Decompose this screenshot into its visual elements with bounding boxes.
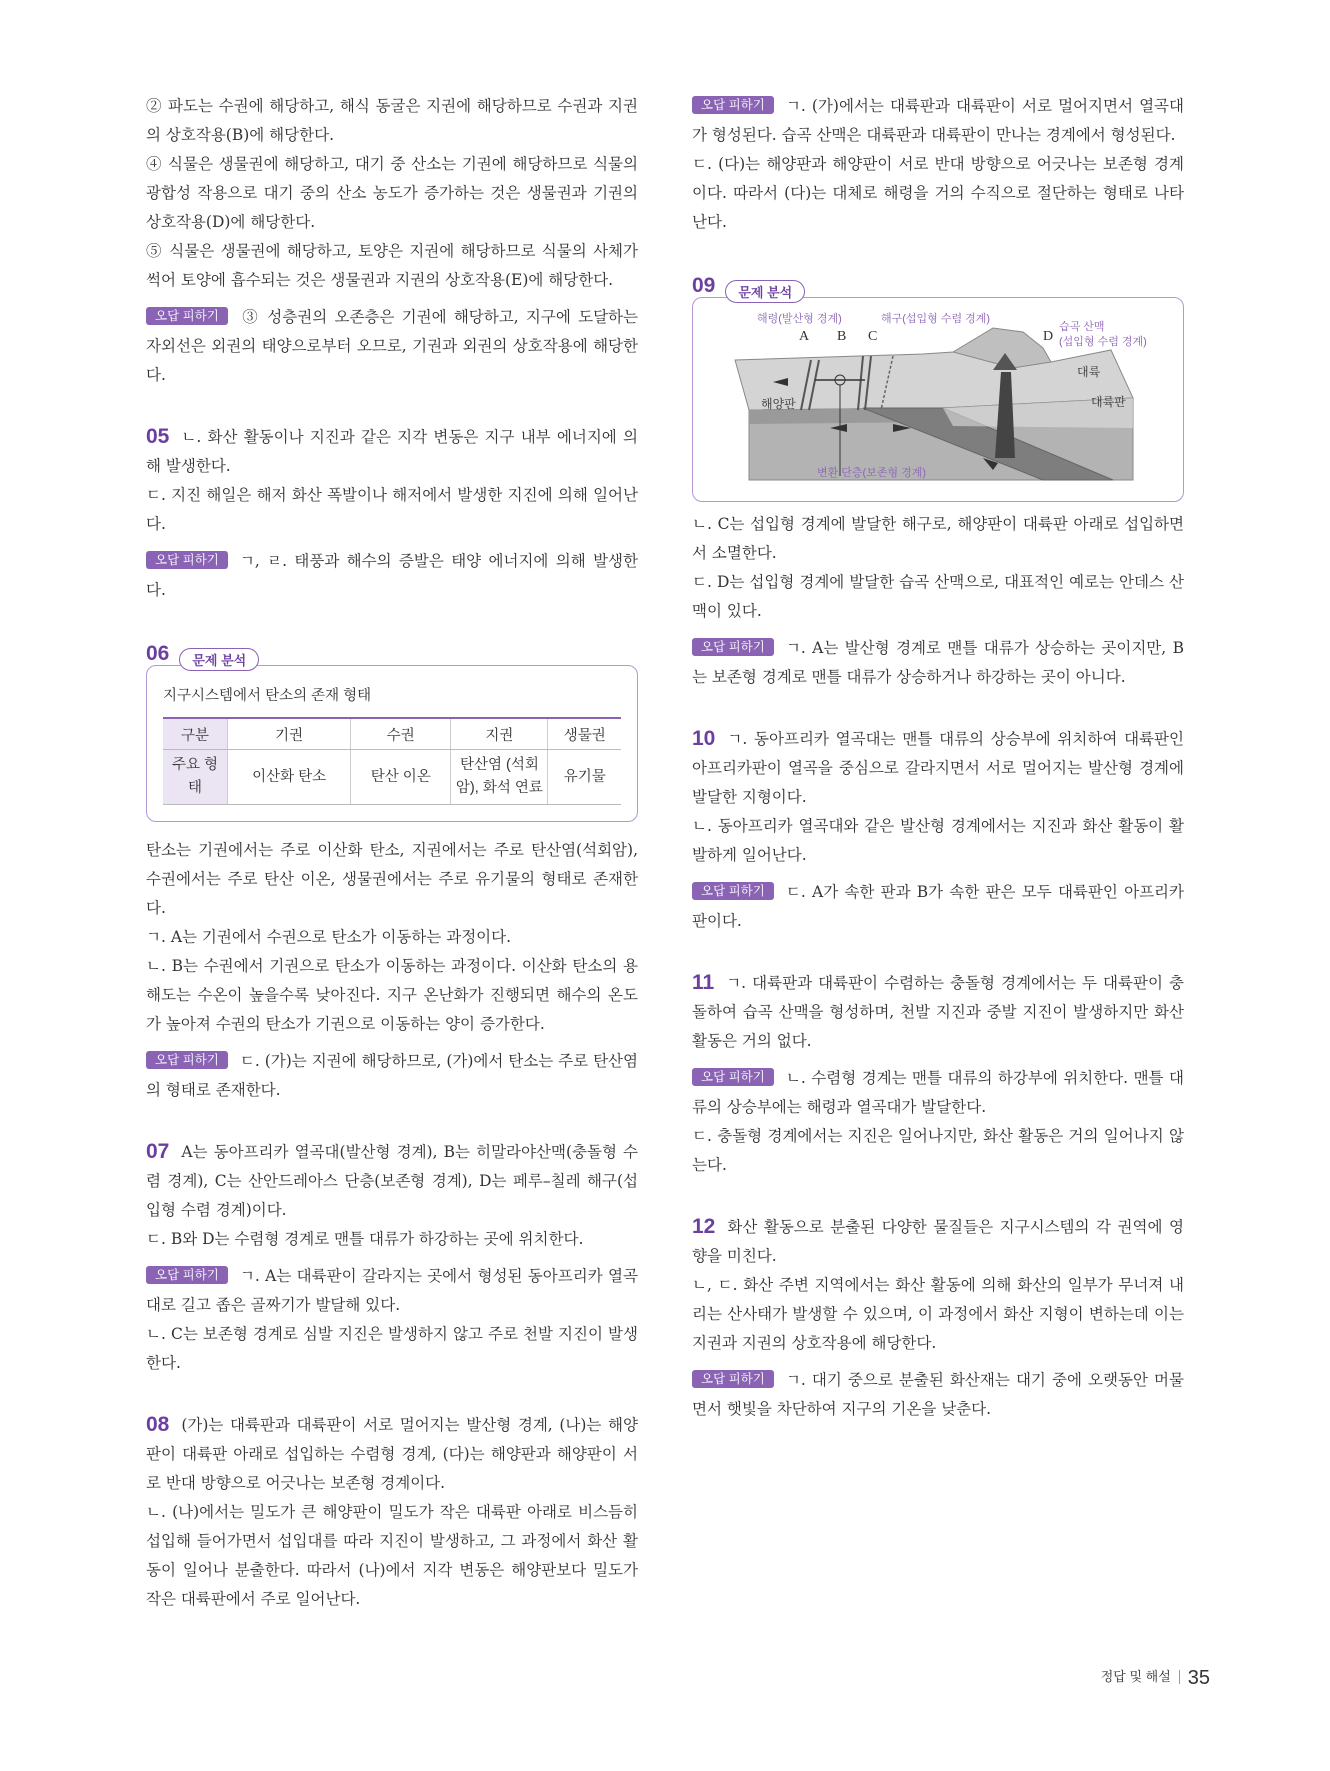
paragraph: ㄴ. C는 보존형 경계로 심발 지진은 발생하지 않고 주로 천발 지진이 발생한다. (146, 1325, 638, 1372)
label-trench: 해구(섭입형 수렴 경계) (881, 313, 991, 325)
avoid-error-tag: 오답 피하기 (146, 307, 228, 325)
page-footer (1101, 1666, 1210, 1690)
question-number: 10 (692, 727, 716, 750)
letter-a: A (799, 329, 810, 344)
paragraph: ㄷ. 충돌형 경계에서는 지진은 일어나지만, 화산 활동은 거의 일어나지 않는다. (692, 1127, 1184, 1174)
paragraph: 오답 피하기 ㄱ, ㄹ. 태풍과 해수의 증발은 태양 에너지에 의해 발생한다. (146, 552, 638, 599)
table-header: 수권 (351, 718, 451, 750)
question-number: 07 (146, 1140, 170, 1163)
label-transform: 변환 단층(보존형 경계) (817, 467, 927, 479)
label-continental-plate: 대륙판 (1091, 395, 1126, 409)
problem-analysis-box (146, 665, 638, 822)
carbon-table (163, 717, 621, 805)
label-ocean-plate: 해양판 (761, 397, 796, 411)
left-column (146, 92, 638, 1614)
label-mountain-boundary: (섭입형 수렴 경계) (1059, 336, 1147, 348)
paragraph: ㄷ. (다)는 해양판과 해양판이 서로 반대 방향으로 어긋나는 보존형 경계이다. 따라서 (다)는 대체로 해령을 거의 수직으로 절단하는 형태로 나타난다. (692, 155, 1184, 231)
paragraph: ④ 식물은 생물권에 해당하고, 대기 중 산소는 기권에 해당하므로 식물의 광합성 작용으로 대기 중의 산소 농도가 증가하는 것은 생물권과 기권의 상호작용(D)에 해당한다. (146, 155, 638, 231)
question-11: 11 ㄱ. 대륙판과 대륙판이 수렴하는 충돌형 경계에서는 두 대륙판이 충돌하여 습곡 산맥을 형성하며, 천발 지진과 중발 지진이 발생하지만 화산 활동은 거의 없다. (692, 971, 1184, 1050)
problem-analysis-label: 문제 분석 (725, 280, 805, 303)
footer-label: 정답 및 해설 (1100, 1669, 1171, 1684)
paragraph: ㄷ. 지진 해일은 해저 화산 폭발이나 해저에서 발생한 지진에 의해 일어난다. (146, 486, 638, 533)
paragraph: ㄴ. (나)에서는 밀도가 큰 해양판이 밀도가 작은 대륙판 아래로 비스듬히 섭입해 들어가면서 섭입대를 따라 지진이 발생하고, 그 과정에서 화산 활동이 일어나 분출한다. 따라서 (나)에서 지각 변동은 해양판보다 밀도가 작은 대륙판에서 주로 일어난다. (146, 1503, 638, 1608)
avoid-error-tag: 오답 피하기 (692, 1068, 774, 1086)
question-number: 12 (692, 1215, 716, 1238)
letter-c: C (868, 329, 878, 344)
avoid-error-tag: 오답 피하기 (692, 882, 774, 900)
paragraph: ㄴ. B는 수권에서 기권으로 탄소가 이동하는 과정이다. 이산화 탄소의 용해도는 수온이 높을수록 낮아진다. 지구 온난화가 진행되면 해수의 온도가 높아져 수권의 탄소가 기권으로 이동하는 양이 증가한다. (146, 957, 638, 1033)
paragraph: 오답 피하기 ㄱ. (가)에서는 대륙판과 대륙판이 서로 멀어지면서 열곡대가 형성된다. 습곡 산맥은 대륙판과 대륙판이 만나는 경계에서 형성된다. (692, 97, 1184, 144)
question-number: 08 (146, 1413, 170, 1436)
avoid-error-tag: 오답 피하기 (692, 638, 774, 656)
question-number: 05 (146, 425, 170, 448)
question-06-header (146, 637, 638, 668)
table-header: 지권 (451, 718, 548, 750)
table-header: 생물권 (548, 718, 621, 750)
letter-b: B (837, 329, 847, 344)
paragraph: ㄴ. C는 섭입형 경계에 발달한 해구로, 해양판이 대륙판 아래로 섭입하면서 소멸한다. (692, 515, 1184, 562)
paragraph: ② 파도는 수권에 해당하고, 해식 동굴은 지권에 해당하므로 수권과 지권의 상호작용(B)에 해당한다. (146, 97, 638, 144)
question-07: 07 A는 동아프리카 열곡대(발산형 경계), B는 히말라야산맥(충돌형 수렴 경계), C는 산안드레아스 단층(보존형 경계), D는 페루–칠레 해구(섭입형 수렴 경계)이다. (146, 1140, 638, 1219)
plate-diagram-svg (693, 298, 1182, 498)
paragraph: 오답 피하기 ㄱ. A는 대륙판이 갈라지는 곳에서 형성된 동아프리카 열곡대로 길고 좁은 골짜기가 발달해 있다. (146, 1267, 638, 1314)
table-header: 구분 (163, 718, 228, 750)
question-08: 08 (가)는 대륙판과 대륙판이 서로 멀어지는 발산형 경계, (나)는 해양판이 대륙판 아래로 섭입하는 수렴형 경계, (다)는 해양판과 해양판이 서로 반대 방향으로 어긋나는 보존형 경계이다. (146, 1413, 638, 1492)
paragraph: ㄷ. D는 섭입형 경계에 발달한 습곡 산맥으로, 대표적인 예로는 안데스 산맥이 있다. (692, 573, 1184, 620)
paragraph: ㄴ, ㄷ. 화산 주변 지역에서는 화산 활동에 의해 화산의 일부가 무너져 내리는 산사태가 발생할 수 있으며, 이 과정에서 화산 지형이 변하는데 이는 지권과 지권의 상호작용에 해당한다. (692, 1276, 1184, 1352)
question-10: 10 ㄱ. 동아프리카 열곡대는 맨틀 대류의 상승부에 위치하여 대륙판인 아프리카판이 열곡을 중심으로 갈라지면서 서로 멀어지는 발산형 경계에 발달한 지형이다. (692, 727, 1184, 806)
problem-analysis-label: 문제 분석 (179, 648, 259, 671)
table-cell: 탄산염 (석회암), 화석 연료 (451, 750, 548, 805)
label-continent: 대륙 (1077, 365, 1101, 379)
question-number: 11 (692, 971, 715, 994)
label-ridge: 해령(발산형 경계) (757, 313, 842, 325)
question-09-header (692, 269, 1184, 300)
question-12: 12 화산 활동으로 분출된 다양한 물질들은 지구시스템의 각 권역에 영향을 미친다. (692, 1215, 1184, 1265)
page-number: 35 (1187, 1667, 1210, 1689)
avoid-error-tag: 오답 피하기 (692, 96, 774, 114)
table-header: 기권 (228, 718, 351, 750)
letter-d: D (1043, 329, 1054, 344)
paragraph: 오답 피하기 ③ 성층권의 오존층은 기권에 해당하고, 지구에 도달하는 자외선은 외권의 태양으로부터 오므로, 기권과 외권의 상호작용에 해당한다. (146, 308, 638, 384)
table-row-head: 주요 형태 (163, 750, 228, 805)
paragraph: 오답 피하기 ㄱ. 대기 중으로 분출된 화산재는 대기 중에 오랫동안 머물면서 햇빛을 차단하여 지구의 기온을 낮춘다. (692, 1371, 1184, 1418)
paragraph: 오답 피하기 ㄷ. (가)는 지권에 해당하므로, (가)에서 탄소는 주로 탄산염의 형태로 존재한다. (146, 1052, 638, 1099)
paragraph: ⑤ 식물은 생물권에 해당하고, 토양은 지권에 해당하므로 식물의 사체가 썩어 토양에 흡수되는 것은 생물권과 지권의 상호작용(E)에 해당한다. (146, 242, 638, 289)
avoid-error-tag: 오답 피하기 (146, 1051, 228, 1069)
avoid-error-tag: 오답 피하기 (146, 551, 228, 569)
table-cell: 탄산 이온 (351, 750, 451, 805)
avoid-error-tag: 오답 피하기 (146, 1266, 228, 1284)
box-title: 지구시스템에서 탄소의 존재 형태 (163, 688, 372, 704)
paragraph: 오답 피하기 ㄱ. A는 발산형 경계로 맨틀 대류가 상승하는 곳이지만, B는 보존형 경계로 맨틀 대류가 상승하거나 하강하는 곳이 아니다. (692, 639, 1184, 686)
label-mountain: 습곡 산맥 (1059, 321, 1105, 333)
question-number: 06 (146, 642, 170, 665)
question-05: 05 ㄴ. 화산 활동이나 지진과 같은 지각 변동은 지구 내부 에너지에 의해 발생한다. (146, 425, 638, 475)
right-column (692, 92, 1184, 1424)
paragraph: ㄴ. 동아프리카 열곡대와 같은 발산형 경계에서는 지진과 화산 활동이 활발하게 일어난다. (692, 817, 1184, 864)
paragraph: 오답 피하기 ㄴ. 수렴형 경계는 맨틀 대류의 하강부에 위치한다. 맨틀 대류의 상승부에는 해령과 열곡대가 발달한다. (692, 1069, 1184, 1116)
paragraph: ㄷ. B와 D는 수렴형 경계로 맨틀 대류가 하강하는 곳에 위치한다. (146, 1230, 584, 1248)
plate-boundary-diagram (692, 297, 1184, 502)
table-cell: 이산화 탄소 (228, 750, 351, 805)
question-number: 09 (692, 274, 716, 297)
avoid-error-tag: 오답 피하기 (692, 1370, 774, 1388)
paragraph: 탄소는 기권에서는 주로 이산화 탄소, 지권에서는 주로 탄산염(석회암), 수권에서는 주로 탄산 이온, 생물권에서는 주로 유기물의 형태로 존재한다. (146, 841, 638, 917)
paragraph: ㄱ. A는 기권에서 수권으로 탄소가 이동하는 과정이다. (146, 928, 512, 946)
paragraph: 오답 피하기 ㄷ. A가 속한 판과 B가 속한 판은 모두 대륙판인 아프리카판이다. (692, 883, 1184, 930)
table-cell: 유기물 (548, 750, 621, 805)
